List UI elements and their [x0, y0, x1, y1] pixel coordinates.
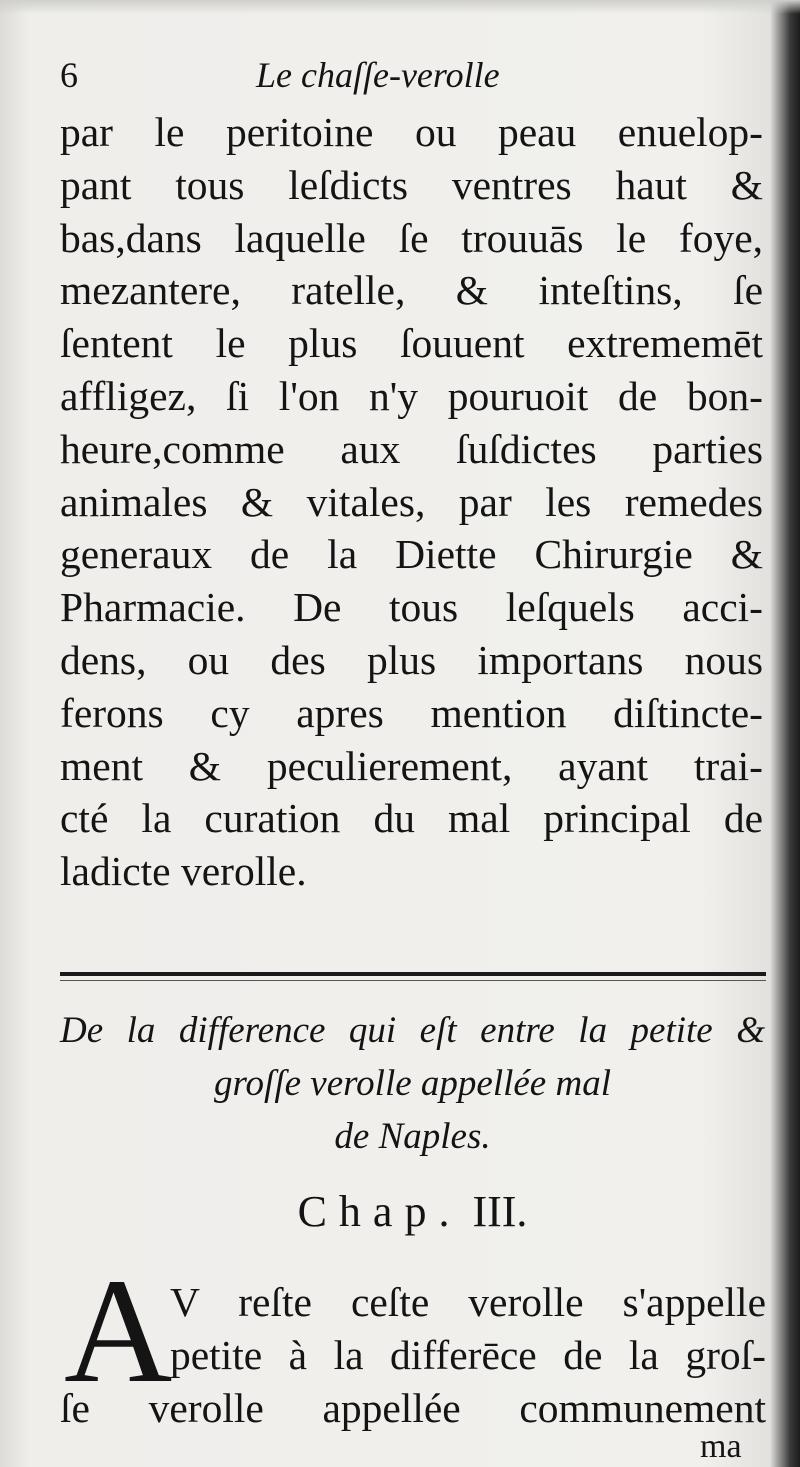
- running-title: Le chaſſe-verolle: [256, 55, 500, 95]
- page-header: [60, 54, 760, 98]
- drop-cap: A: [64, 1248, 173, 1414]
- chapter-word: Chap.: [297, 1187, 462, 1236]
- text-line: bas,dans laquelle ſe trouuās le foye,: [60, 214, 763, 261]
- page-number: 6: [60, 55, 78, 95]
- text-line: ſentent le plus ſouuent extrememēt: [60, 320, 763, 367]
- text-line: dens, ou des plus importans nous: [60, 636, 763, 683]
- chapter-numeral: III.: [472, 1187, 528, 1236]
- text-line: mezantere, ratelle, & inteſtins, ſe: [60, 267, 763, 314]
- chapter-heading: [60, 1186, 765, 1237]
- paragraph: [60, 1276, 766, 1435]
- text-line: heure,comme aux ſuſdictes parties: [60, 425, 763, 472]
- page-shadow: [0, 0, 800, 14]
- chapter-title-line: groſſe verolle appellée mal: [214, 1063, 611, 1104]
- text-line: V reſte ceſte verolle s'appelle: [170, 1279, 766, 1325]
- text-line: generaux de la Diette Chirurgie &: [60, 531, 763, 578]
- text-line: ment & peculierement, ayant trai-: [60, 742, 763, 789]
- chapter-title-line: de Naples.: [334, 1116, 491, 1157]
- text-line: petite à la differēce de la groſ-: [170, 1332, 766, 1378]
- text-line: affligez, ſi l'on n'y pouruoit de bon-: [60, 372, 763, 419]
- text-line: ladicte verolle.: [60, 848, 307, 895]
- text-line: Pharmacie. De tous leſquels acci-: [60, 584, 763, 631]
- text-line: pant tous leſdicts ventres haut &: [60, 161, 763, 208]
- section-divider: [60, 972, 766, 976]
- text-line: ſe verolle appellée communement: [60, 1385, 766, 1431]
- text-line: par le peritoine ou peau enuelop-: [60, 109, 763, 155]
- chapter-title-line: De la difference qui eſt entre la petite &: [60, 1010, 765, 1051]
- catchword: ma: [700, 1428, 742, 1465]
- section-divider-thin: [60, 980, 766, 981]
- text-line: cté la curation du mal principal de: [60, 795, 763, 842]
- chapter-title: [60, 1004, 765, 1163]
- body-text: [60, 106, 763, 898]
- text-line: animales & vitales, par les remedes: [60, 478, 763, 525]
- text-line: ferons cy apres mention diſtincte-: [60, 689, 763, 736]
